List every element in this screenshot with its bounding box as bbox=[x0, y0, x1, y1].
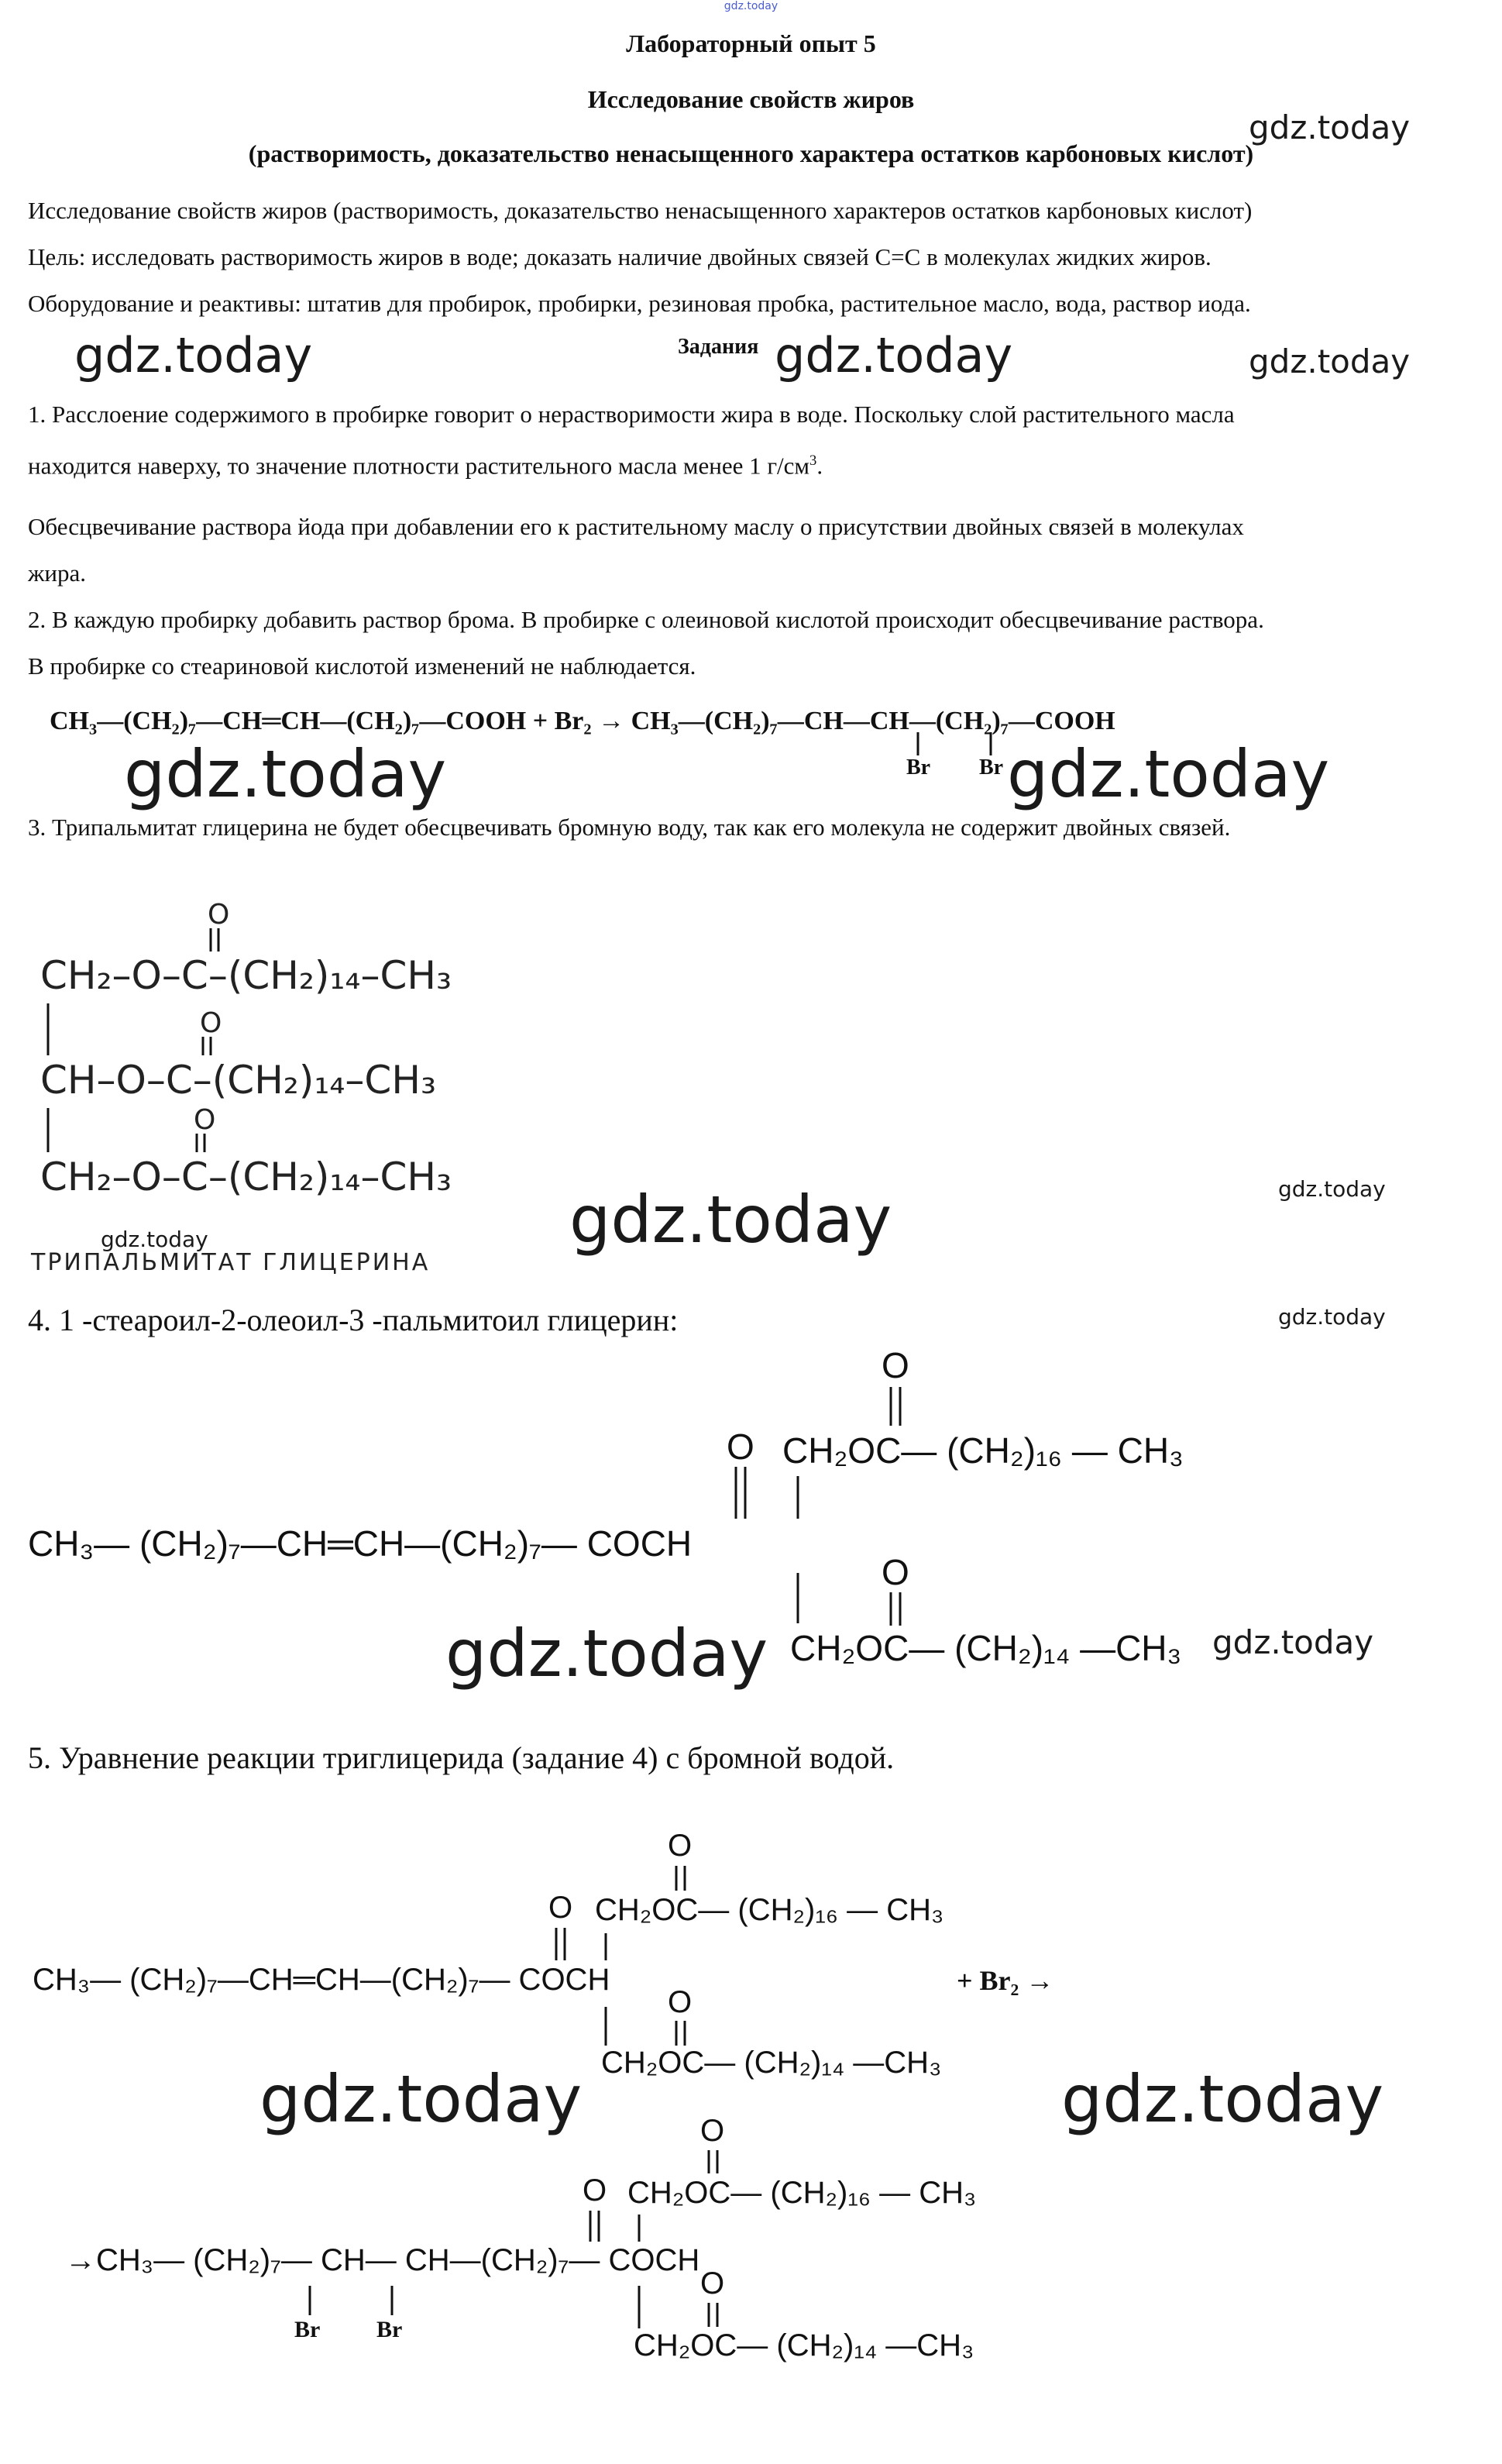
oxygen-atom: O bbox=[882, 1345, 909, 1385]
task4-bottom-branch: CH₂OC— (CH₂)₁₄ —CH₃ bbox=[790, 1628, 1182, 1668]
task4-main-chain: CH₃— (CH₂)₇—CH═CH—(CH₂)₇— COCH bbox=[28, 1523, 693, 1564]
task4-top-branch: CH₂OC— (CH₂)₁₆ — CH₃ bbox=[782, 1430, 1184, 1471]
page-subtitle: Исследование свойств жиров bbox=[587, 85, 915, 113]
equation-ch2: CH bbox=[869, 707, 909, 735]
oxygen-atom: O bbox=[700, 2114, 725, 2148]
task3-text: 3. Трипальмитат глицерина не будет обесцвечивать бромную воду, так как его молекула не содержит двойных связей. bbox=[28, 814, 1231, 841]
watermark: gdz.today bbox=[259, 2061, 583, 2137]
equipment-line: Оборудование и реактивы: штатив для пробирок, пробирки, резиновая пробка, растительное масло, вода, раствор иода. bbox=[28, 290, 1251, 317]
task1-line2-end: . bbox=[816, 452, 823, 480]
watermark: gdz.today bbox=[775, 327, 1013, 384]
task5-title: 5. Уравнение реакции триглицерида (задание 4) с бромной водой. bbox=[28, 1740, 895, 1775]
watermark: gdz.today bbox=[124, 736, 447, 812]
bromine-label: Br bbox=[294, 2317, 321, 2342]
oxygen-atom: O bbox=[208, 899, 230, 931]
watermark: gdz.today bbox=[569, 1182, 892, 1258]
intro-line: Исследование свойств жиров (растворимость, доказательство ненасыщенного характеров остатков карбоновых кислот) bbox=[28, 197, 1253, 224]
task1-line4: жира. bbox=[28, 559, 87, 587]
task4-title: 4. 1 -стеароил-2-олеоил-3 -пальмитоил глицерин: bbox=[28, 1303, 679, 1337]
task2-line2: В пробирке со стеариновой кислотой изменений не наблюдается. bbox=[28, 652, 696, 680]
task5-bottom-branch: CH₂OC— (CH₂)₁₄ —CH₃ bbox=[601, 2046, 942, 2080]
oxygen-atom: O bbox=[668, 1829, 693, 1863]
bromine-label: Br bbox=[906, 755, 931, 779]
bromine-label: Br bbox=[979, 755, 1004, 779]
tripalmitate-caption: ТРИПАЛЬМИТАТ ГЛИЦЕРИНА bbox=[31, 1249, 431, 1276]
watermark: gdz.today bbox=[1278, 1304, 1386, 1330]
task5-reagent: + Br₂ → bbox=[957, 1965, 1054, 1996]
task5-product-chain: →CH₃— (CH₂)₇— CH— CH—(CH₂)₇— COCH bbox=[65, 2243, 700, 2277]
watermark: gdz.today bbox=[1249, 108, 1411, 146]
oxygen-atom: O bbox=[668, 1985, 693, 2019]
task5-main-chain: CH₃— (CH₂)₇—CH═CH—(CH₂)₇— COCH bbox=[33, 1963, 610, 1997]
task5-top-branch: CH₂OC— (CH₂)₁₆ — CH₃ bbox=[595, 1893, 944, 1927]
top-watermark: gdz.today bbox=[724, 0, 778, 12]
tasks-heading: Задания bbox=[678, 335, 759, 359]
oxygen-atom: O bbox=[727, 1426, 754, 1467]
watermark: gdz.today bbox=[101, 1227, 208, 1252]
task2-line1: 2. В каждую пробирку добавить раствор брома. В пробирке с олеиновой кислотой происходит обесцвечивание раствора. bbox=[28, 606, 1264, 633]
task1-line1: 1. Расслоение содержимого в пробирке говорит о нерастворимости жира в воде. Поскольку слой растительного масла bbox=[28, 401, 1235, 428]
page-subtitle-2: (растворимость, доказательство ненасыщенного характера остатков карбоновых кислот) bbox=[248, 139, 1254, 167]
task1-line3: Обесцвечивание раствора йода при добавлении его к растительному маслу о присутствии двойных связей в молекулах bbox=[28, 513, 1244, 540]
oxygen-atom: O bbox=[700, 2266, 725, 2301]
watermark: gdz.today bbox=[1007, 736, 1330, 812]
watermark: gdz.today bbox=[1249, 342, 1411, 380]
watermark: gdz.today bbox=[74, 327, 313, 384]
watermark: gdz.today bbox=[445, 1616, 768, 1691]
oxygen-atom: O bbox=[882, 1552, 909, 1592]
task5-product-top: CH₂OC— (CH₂)₁₆ — CH₃ bbox=[627, 2176, 977, 2210]
task1-line2-text: находится наверху, то значение плотности растительного масла менее 1 г/см bbox=[28, 452, 810, 480]
oxygen-atom: O bbox=[200, 1007, 222, 1039]
equation-left: CH₃—(CH₂)₇—CH═CH—(CH₂)₇—COOH + Br₂ → CH₃—(CH₂)₇— bbox=[50, 707, 804, 735]
task5-product-bottom: CH₂OC— (CH₂)₁₄ —CH₃ bbox=[634, 2328, 974, 2362]
page-title: Лабораторный опыт 5 bbox=[626, 29, 876, 57]
equation-ch1: CH bbox=[803, 707, 844, 735]
tripalmitate-row-1: CH₂–O–C–(CH₂)₁₄–CH₃ bbox=[40, 953, 452, 998]
equation-right: —(CH₂)₇—COOH bbox=[909, 707, 1115, 735]
tripalmitate-row-3: CH₂–O–C–(CH₂)₁₄–CH₃ bbox=[40, 1155, 452, 1199]
oxygen-atom: O bbox=[548, 1891, 573, 1925]
watermark: gdz.today bbox=[1278, 1176, 1386, 1202]
oxygen-atom: O bbox=[583, 2173, 607, 2208]
task2-equation: CH₃—(CH₂)₇—CH═CH—(CH₂)₇—COOH + Br₂ → CH₃—(CH₂)₇—CH—CH—(CH₂)₇—COOH bbox=[50, 707, 1115, 735]
watermark: gdz.today bbox=[1061, 2061, 1384, 2137]
tripalmitate-row-2: CH–O–C–(CH₂)₁₄–CH₃ bbox=[40, 1058, 436, 1103]
watermark: gdz.today bbox=[1212, 1623, 1374, 1661]
oxygen-atom: O bbox=[194, 1104, 216, 1136]
bromine-label: Br bbox=[376, 2317, 403, 2342]
task1-line2-sup: 3 bbox=[809, 453, 817, 469]
goal-line: Цель: исследовать растворимость жиров в воде; доказать наличие двойных связей С=С в молекулах жидких жиров. bbox=[28, 243, 1212, 270]
